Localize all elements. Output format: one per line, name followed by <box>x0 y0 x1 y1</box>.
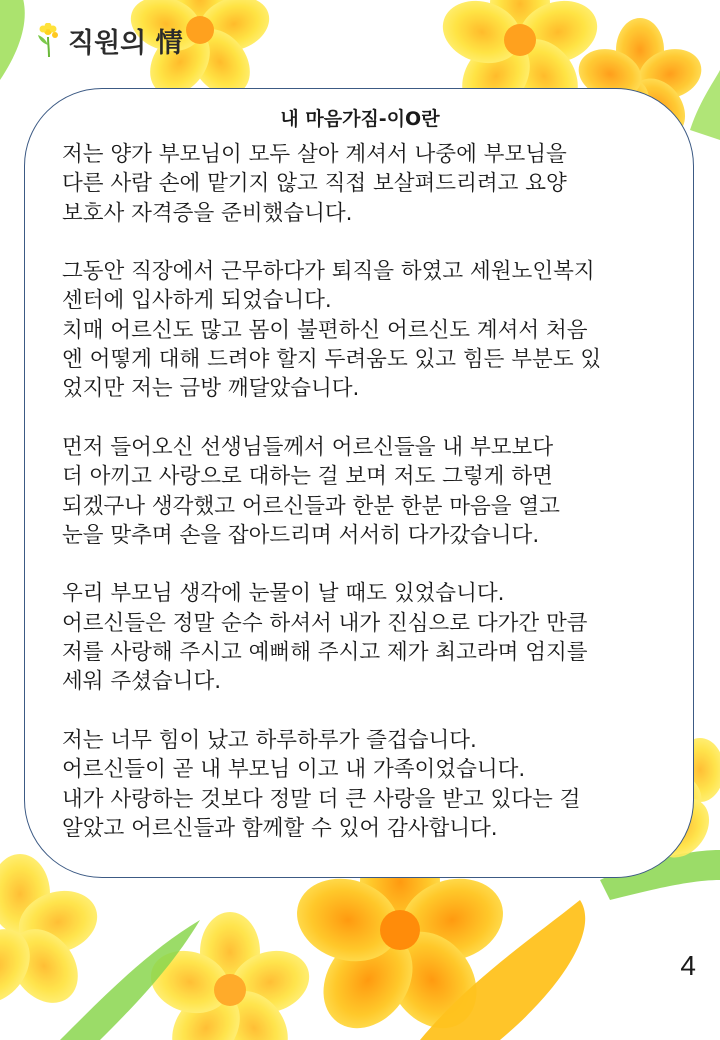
text-line: 어르신들은 정말 순수 하셔서 내가 진심으로 다가간 만큼 <box>62 610 588 636</box>
text-line: 보호사 자격증을 준비했습니다. <box>62 200 353 226</box>
text-line: 치매 어르신도 많고 몸이 불편하신 어르신도 계셔서 처음 <box>62 317 588 343</box>
text-line: 눈을 맞추며 손을 잡아드리며 서서히 다가갔습니다. <box>62 522 540 548</box>
text-line: 알았고 어르신들과 함께할 수 있어 감사합니다. <box>62 815 498 841</box>
leaf-top-left <box>0 0 25 80</box>
paragraph <box>62 257 682 403</box>
article-body <box>62 140 682 872</box>
text-line: 세워 주셨습니다. <box>62 669 222 695</box>
text-line: 내가 사랑하는 것보다 정말 더 큰 사랑을 받고 있다는 걸 <box>62 786 581 812</box>
text-line: 었지만 저는 금방 깨달았습니다. <box>62 376 360 402</box>
text-line: 엔 어떻게 대해 드려야 할지 두려움도 있고 힘든 부분도 있 <box>62 347 602 373</box>
text-line: 그동안 직장에서 근무하다가 퇴직을 하였고 세원노인복지 <box>62 259 595 285</box>
page-header <box>36 20 183 60</box>
flower-bottom-left <box>0 854 105 1016</box>
paragraph <box>62 726 682 843</box>
text-line: 더 아끼고 사랑으로 대하는 걸 보며 저도 그렇게 하면 <box>62 464 553 490</box>
text-line: 저를 사랑해 주시고 예뻐해 주시고 제가 최고라며 엄지를 <box>62 640 588 666</box>
text-line: 어르신들이 곧 내 부모님 이고 내 가족이었습니다. <box>62 757 526 783</box>
flower-bottom-left-2 <box>143 912 318 1040</box>
paragraph <box>62 140 682 228</box>
article-title: 내 마음가짐-이O란 <box>280 108 440 130</box>
text-line: 먼저 들어오신 선생님들께서 어르신들을 내 부모보다 <box>62 434 554 460</box>
text-line: 다른 사람 손에 맡기지 않고 직접 보살펴드리려고 요양 <box>62 171 567 197</box>
page-number: 4 <box>680 950 696 981</box>
text-line: 센터에 입사하게 되었습니다. <box>62 288 332 314</box>
text-line: 우리 부모님 생각에 눈물이 날 때도 있었습니다. <box>62 581 505 607</box>
paragraph <box>62 579 682 696</box>
text-line: 되겠구나 생각했고 어르신들과 한분 한분 마음을 열고 <box>62 493 560 519</box>
section-title: 직원의 情 <box>68 27 183 59</box>
text-line: 저는 너무 힘이 났고 하루하루가 즐겁습니다. <box>62 727 477 753</box>
yellow-flower-icon <box>36 23 62 57</box>
text-line: 저는 양가 부모님이 모두 살아 계셔서 나중에 부모님을 <box>62 142 567 167</box>
paragraph <box>62 433 682 550</box>
